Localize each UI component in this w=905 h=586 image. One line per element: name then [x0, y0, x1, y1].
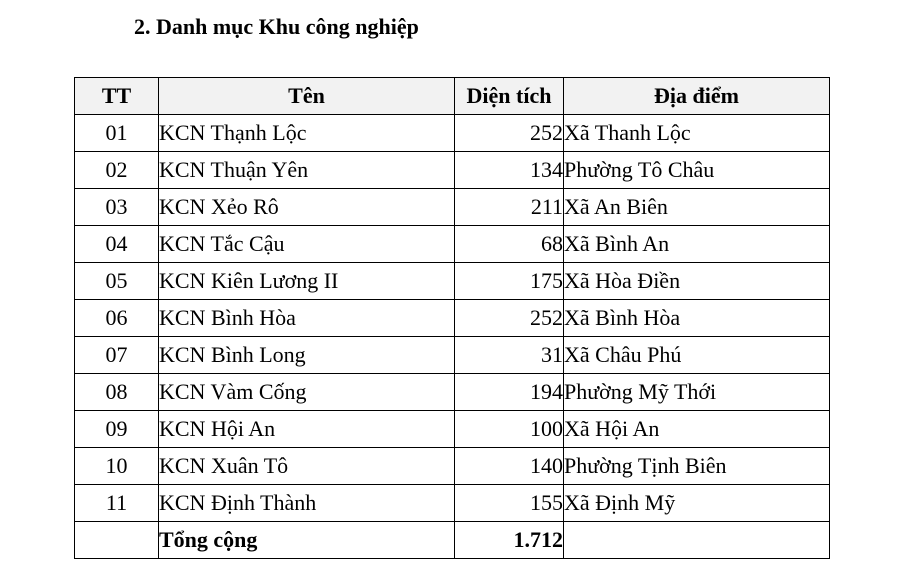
cell-ten: KCN Vàm Cống — [159, 374, 455, 411]
cell-dia-diem: Phường Tịnh Biên — [564, 448, 830, 485]
total-tt — [75, 522, 159, 559]
table-row — [75, 485, 830, 522]
cell-tt: 11 — [75, 485, 159, 522]
cell-ten: KCN Bình Long — [159, 337, 455, 374]
cell-dia-diem: Xã Hội An — [564, 411, 830, 448]
cell-dien-tich: 68 — [455, 226, 564, 263]
cell-dia-diem: Phường Tô Châu — [564, 152, 830, 189]
header-dia-diem: Địa điểm — [564, 78, 830, 115]
cell-ten: KCN Xẻo Rô — [159, 189, 455, 226]
total-dien-tich: 1.712 — [455, 522, 564, 559]
cell-dien-tich: 252 — [455, 300, 564, 337]
cell-dien-tich: 252 — [455, 115, 564, 152]
cell-ten: KCN Định Thành — [159, 485, 455, 522]
table-row — [75, 115, 830, 152]
cell-dien-tich: 155 — [455, 485, 564, 522]
total-label: Tổng cộng — [159, 522, 455, 559]
cell-dien-tich: 100 — [455, 411, 564, 448]
cell-ten: KCN Kiên Lương II — [159, 263, 455, 300]
cell-tt: 05 — [75, 263, 159, 300]
cell-tt: 01 — [75, 115, 159, 152]
cell-tt: 08 — [75, 374, 159, 411]
cell-ten: KCN Thạnh Lộc — [159, 115, 455, 152]
total-dia-diem — [564, 522, 830, 559]
cell-tt: 06 — [75, 300, 159, 337]
table-row — [75, 263, 830, 300]
cell-ten: KCN Tắc Cậu — [159, 226, 455, 263]
cell-dia-diem: Xã Bình Hòa — [564, 300, 830, 337]
cell-dia-diem: Xã Bình An — [564, 226, 830, 263]
cell-tt: 10 — [75, 448, 159, 485]
cell-dia-diem: Xã Châu Phú — [564, 337, 830, 374]
table-row — [75, 448, 830, 485]
header-tt: TT — [75, 78, 159, 115]
cell-dien-tich: 211 — [455, 189, 564, 226]
cell-tt: 03 — [75, 189, 159, 226]
cell-dia-diem: Xã An Biên — [564, 189, 830, 226]
cell-tt: 07 — [75, 337, 159, 374]
table-row — [75, 374, 830, 411]
cell-ten: KCN Xuân Tô — [159, 448, 455, 485]
header-ten: Tên — [159, 78, 455, 115]
table-row — [75, 226, 830, 263]
cell-tt: 02 — [75, 152, 159, 189]
section-heading: 2. Danh mục Khu công nghiệp — [134, 14, 419, 39]
total-row — [75, 522, 830, 559]
cell-tt: 04 — [75, 226, 159, 263]
industrial-zone-table — [74, 77, 830, 559]
cell-dia-diem: Xã Thanh Lộc — [564, 115, 830, 152]
cell-dia-diem: Phường Mỹ Thới — [564, 374, 830, 411]
table-row — [75, 152, 830, 189]
cell-ten: KCN Hội An — [159, 411, 455, 448]
table-row — [75, 189, 830, 226]
cell-dien-tich: 140 — [455, 448, 564, 485]
cell-dien-tich: 31 — [455, 337, 564, 374]
table-row — [75, 300, 830, 337]
cell-dia-diem: Xã Định Mỹ — [564, 485, 830, 522]
cell-dien-tich: 134 — [455, 152, 564, 189]
header-dien-tich: Diện tích — [455, 78, 564, 115]
cell-dia-diem: Xã Hòa Điền — [564, 263, 830, 300]
cell-tt: 09 — [75, 411, 159, 448]
cell-ten: KCN Bình Hòa — [159, 300, 455, 337]
cell-dien-tich: 194 — [455, 374, 564, 411]
cell-ten: KCN Thuận Yên — [159, 152, 455, 189]
table-row — [75, 337, 830, 374]
table-header-row — [75, 78, 830, 115]
cell-dien-tich: 175 — [455, 263, 564, 300]
table-row — [75, 411, 830, 448]
